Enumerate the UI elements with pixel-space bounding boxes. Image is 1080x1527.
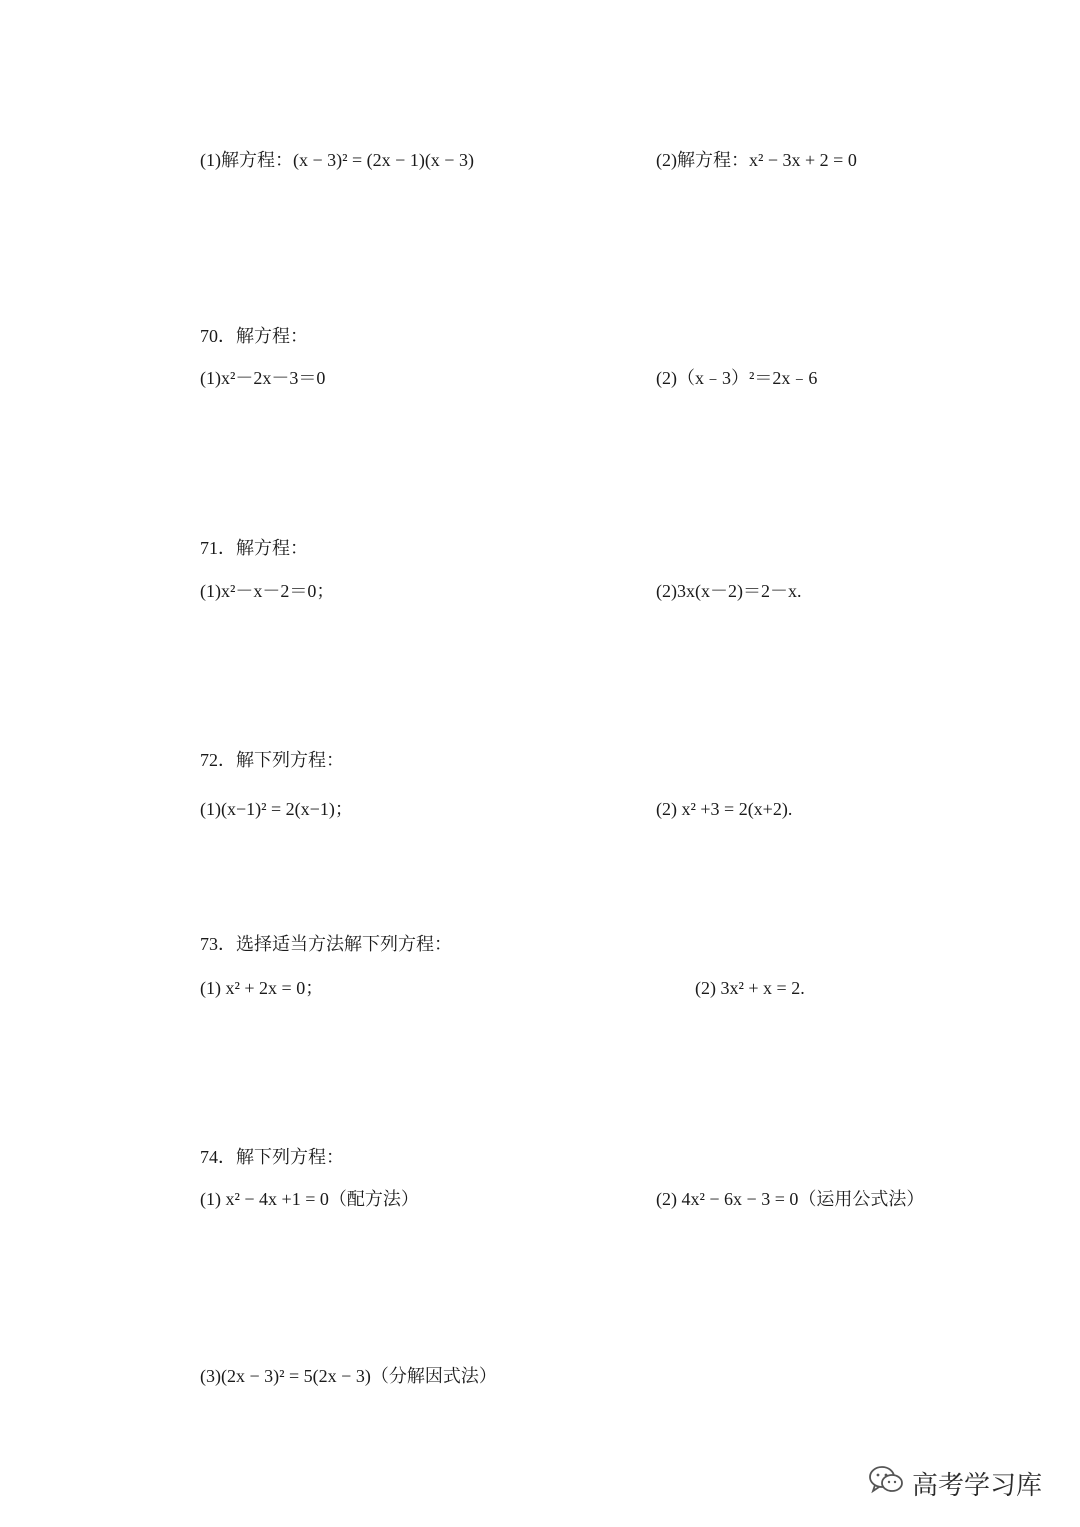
problem-70-heading: 70．解方程： [200,326,308,346]
problem-71-heading: 71．解方程： [200,538,308,558]
watermark [868,1464,1042,1503]
wechat-icon [868,1464,904,1503]
problem-71-part-2: (2)3x(x－2)＝2－x. [656,581,802,601]
problem-72-heading: 72．解下列方程： [200,750,344,770]
watermark-text: 高考学习库 [912,1471,1043,1501]
problem-74-heading: 74．解下列方程： [200,1147,344,1167]
problem-70-part-1: (1)x²－2x－3＝0 [200,368,326,388]
problem-71-part-1: (1)x²－x－2＝0； [200,581,335,601]
problem-74-part-1: (1) x² − 4x +1 = 0（配方法） [200,1189,419,1209]
problem-73-part-2: (2) 3x² + x = 2. [695,978,805,998]
problem-prev-part-1: (1)解方程：(x − 3)² = (2x − 1)(x − 3) [200,150,474,170]
problem-72-part-1: (1)(x−1)² = 2(x−1)； [200,799,353,819]
problem-73-part-1: (1) x² + 2x = 0； [200,978,324,998]
problem-70-part-2: (2)（x﹣3）²＝2x﹣6 [656,368,818,388]
problem-72-part-2: (2) x² +3 = 2(x+2). [656,799,793,819]
problem-74-part-2: (2) 4x² − 6x − 3 = 0（运用公式法） [656,1189,925,1209]
problem-74-part-3: (3)(2x − 3)² = 5(2x − 3)（分解因式法） [200,1366,497,1386]
problem-73-heading: 73．选择适当方法解下列方程： [200,934,452,954]
problem-prev-part-2: (2)解方程：x² − 3x + 2 = 0 [656,150,857,170]
